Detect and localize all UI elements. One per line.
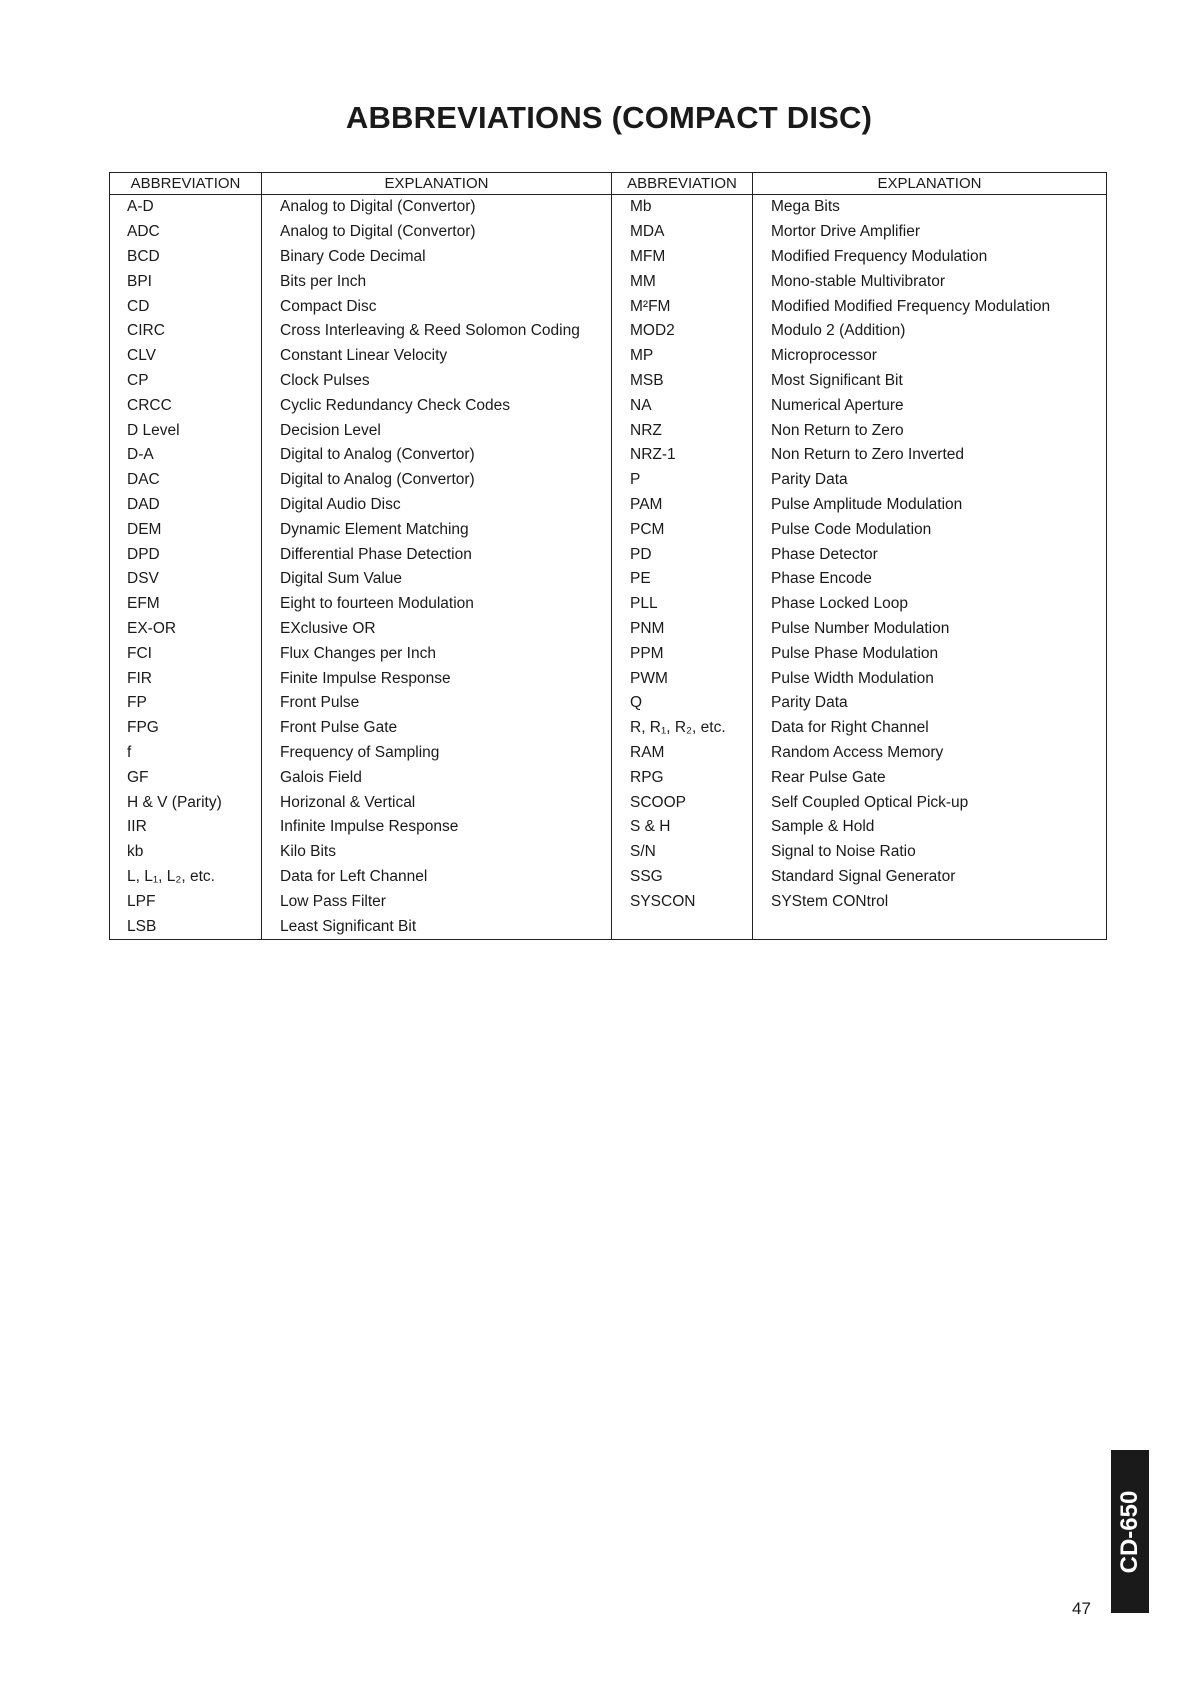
abbreviation-cell: FCI: [110, 641, 262, 666]
explanation-cell: Sample & Hold: [753, 815, 1107, 840]
abbreviation-cell: NA: [612, 393, 753, 418]
abbreviation-cell: PNM: [612, 617, 753, 642]
table-row: [110, 195, 1107, 220]
table-row: [110, 815, 1107, 840]
abbreviation-cell: PPM: [612, 641, 753, 666]
explanation-cell: Self Coupled Optical Pick-up: [753, 790, 1107, 815]
abbreviation-cell: NRZ-1: [612, 443, 753, 468]
explanation-cell: Modulo 2 (Addition): [753, 319, 1107, 344]
explanation-cell: Phase Locked Loop: [753, 592, 1107, 617]
table-row: [110, 344, 1107, 369]
explanation-cell: Flux Changes per Inch: [262, 641, 612, 666]
explanation-cell: Most Significant Bit: [753, 369, 1107, 394]
abbreviation-cell: IIR: [110, 815, 262, 840]
table-row: [110, 840, 1107, 865]
abbreviation-cell: SSG: [612, 865, 753, 890]
abbreviation-cell: SCOOP: [612, 790, 753, 815]
explanation-cell: Modified Frequency Modulation: [753, 245, 1107, 270]
abbreviation-cell: PE: [612, 567, 753, 592]
explanation-cell: Signal to Noise Ratio: [753, 840, 1107, 865]
abbreviation-cell: R, R₁, R₂, etc.: [612, 716, 753, 741]
explanation-cell: Finite Impulse Response: [262, 666, 612, 691]
abbreviation-cell: GF: [110, 765, 262, 790]
table-row: [110, 914, 1107, 939]
abbreviation-cell: M²FM: [612, 294, 753, 319]
table-row: [110, 418, 1107, 443]
table-row: [110, 865, 1107, 890]
abbreviation-cell: FPG: [110, 716, 262, 741]
abbreviation-cell: MSB: [612, 369, 753, 394]
table-row: [110, 617, 1107, 642]
abbreviation-cell: DAD: [110, 493, 262, 518]
abbreviation-cell: MDA: [612, 220, 753, 245]
explanation-cell: Non Return to Zero: [753, 418, 1107, 443]
abbreviation-cell: EFM: [110, 592, 262, 617]
column-header-abbreviation-right: ABBREVIATION: [612, 173, 753, 195]
abbreviation-cell: FP: [110, 691, 262, 716]
explanation-cell: Parity Data: [753, 691, 1107, 716]
abbreviation-cell: EX-OR: [110, 617, 262, 642]
explanation-cell: Analog to Digital (Convertor): [262, 195, 612, 220]
table-row: [110, 741, 1107, 766]
table-row: [110, 319, 1107, 344]
explanation-cell: Random Access Memory: [753, 741, 1107, 766]
abbreviation-cell: D-A: [110, 443, 262, 468]
explanation-cell: Digital to Analog (Convertor): [262, 443, 612, 468]
table-row: [110, 765, 1107, 790]
abbreviation-cell: RPG: [612, 765, 753, 790]
explanation-cell: Cyclic Redundancy Check Codes: [262, 393, 612, 418]
explanation-cell: Modified Modified Frequency Modulation: [753, 294, 1107, 319]
explanation-cell: Standard Signal Generator: [753, 865, 1107, 890]
abbreviation-cell: f: [110, 741, 262, 766]
table-row: [110, 393, 1107, 418]
explanation-cell: Digital Sum Value: [262, 567, 612, 592]
explanation-cell: Dynamic Element Matching: [262, 517, 612, 542]
abbreviation-cell: PD: [612, 542, 753, 567]
table-row: [110, 666, 1107, 691]
explanation-cell: Compact Disc: [262, 294, 612, 319]
explanation-cell: Differential Phase Detection: [262, 542, 612, 567]
abbreviation-cell: FIR: [110, 666, 262, 691]
explanation-cell: Parity Data: [753, 468, 1107, 493]
abbreviation-cell: LPF: [110, 889, 262, 914]
abbreviation-cell: PLL: [612, 592, 753, 617]
abbreviation-cell: CLV: [110, 344, 262, 369]
abbreviation-cell: S & H: [612, 815, 753, 840]
page-title: ABBREVIATIONS (COMPACT DISC): [345, 100, 873, 135]
abbreviation-cell: S/N: [612, 840, 753, 865]
table-row: [110, 641, 1107, 666]
abbreviation-cell: MM: [612, 269, 753, 294]
explanation-cell: Rear Pulse Gate: [753, 765, 1107, 790]
explanation-cell: Galois Field: [262, 765, 612, 790]
explanation-cell: Digital to Analog (Convertor): [262, 468, 612, 493]
model-tab-label: CD-650: [1116, 1490, 1143, 1573]
table-row: [110, 220, 1107, 245]
abbreviation-cell: Q: [612, 691, 753, 716]
explanation-cell: Infinite Impulse Response: [262, 815, 612, 840]
page-number: 47: [1072, 1599, 1091, 1618]
explanation-cell: Bits per Inch: [262, 269, 612, 294]
abbreviation-cell: RAM: [612, 741, 753, 766]
explanation-cell: SYStem CONtrol: [753, 889, 1107, 914]
abbreviation-cell: PCM: [612, 517, 753, 542]
abbreviation-cell: CP: [110, 369, 262, 394]
explanation-cell: Least Significant Bit: [262, 914, 612, 939]
explanation-cell: Data for Left Channel: [262, 865, 612, 890]
abbreviation-cell: P: [612, 468, 753, 493]
explanation-cell: Low Pass Filter: [262, 889, 612, 914]
abbreviation-cell: LSB: [110, 914, 262, 939]
abbreviation-cell: DAC: [110, 468, 262, 493]
explanation-cell: Analog to Digital (Convertor): [262, 220, 612, 245]
explanation-cell: Pulse Code Modulation: [753, 517, 1107, 542]
explanation-cell: Pulse Number Modulation: [753, 617, 1107, 642]
explanation-cell: Phase Detector: [753, 542, 1107, 567]
explanation-cell: Binary Code Decimal: [262, 245, 612, 270]
abbreviation-cell: SYSCON: [612, 889, 753, 914]
abbreviation-cell: NRZ: [612, 418, 753, 443]
table-row: [110, 245, 1107, 270]
explanation-cell: Kilo Bits: [262, 840, 612, 865]
explanation-cell: Microprocessor: [753, 344, 1107, 369]
table-row: [110, 369, 1107, 394]
abbreviation-cell: DEM: [110, 517, 262, 542]
table-row: [110, 716, 1107, 741]
table-header-row: [110, 173, 1107, 195]
abbreviation-cell: DPD: [110, 542, 262, 567]
table-row: [110, 269, 1107, 294]
column-header-explanation-left: EXPLANATION: [262, 173, 612, 195]
abbreviations-table: [109, 172, 1107, 940]
column-header-abbreviation-left: ABBREVIATION: [110, 173, 262, 195]
explanation-cell: Mega Bits: [753, 195, 1107, 220]
abbreviation-cell: H & V (Parity): [110, 790, 262, 815]
abbreviation-cell: PAM: [612, 493, 753, 518]
explanation-cell: Cross Interleaving & Reed Solomon Coding: [262, 319, 612, 344]
abbreviation-cell: D Level: [110, 418, 262, 443]
explanation-cell: Decision Level: [262, 418, 612, 443]
explanation-cell: Frequency of Sampling: [262, 741, 612, 766]
explanation-cell: Phase Encode: [753, 567, 1107, 592]
explanation-cell: Data for Right Channel: [753, 716, 1107, 741]
explanation-cell: EXclusive OR: [262, 617, 612, 642]
explanation-cell: Mortor Drive Amplifier: [753, 220, 1107, 245]
abbreviation-cell: A-D: [110, 195, 262, 220]
abbreviation-cell: [612, 914, 753, 939]
abbreviation-cell: PWM: [612, 666, 753, 691]
abbreviation-cell: CRCC: [110, 393, 262, 418]
column-header-explanation-right: EXPLANATION: [753, 173, 1107, 195]
explanation-cell: [753, 914, 1107, 939]
abbreviation-cell: Mb: [612, 195, 753, 220]
explanation-cell: Eight to fourteen Modulation: [262, 592, 612, 617]
explanation-cell: Constant Linear Velocity: [262, 344, 612, 369]
explanation-cell: Numerical Aperture: [753, 393, 1107, 418]
explanation-cell: Horizonal & Vertical: [262, 790, 612, 815]
abbreviation-cell: BCD: [110, 245, 262, 270]
abbreviation-cell: DSV: [110, 567, 262, 592]
table-row: [110, 889, 1107, 914]
table-row: [110, 468, 1107, 493]
table-row: [110, 691, 1107, 716]
explanation-cell: Clock Pulses: [262, 369, 612, 394]
explanation-cell: Front Pulse Gate: [262, 716, 612, 741]
abbreviation-cell: MOD2: [612, 319, 753, 344]
explanation-cell: Mono-stable Multivibrator: [753, 269, 1107, 294]
abbreviation-cell: CIRC: [110, 319, 262, 344]
abbreviation-cell: kb: [110, 840, 262, 865]
abbreviation-cell: MP: [612, 344, 753, 369]
table-row: [110, 567, 1107, 592]
model-tab: [1111, 1450, 1149, 1613]
abbreviation-cell: BPI: [110, 269, 262, 294]
explanation-cell: Non Return to Zero Inverted: [753, 443, 1107, 468]
abbreviation-cell: MFM: [612, 245, 753, 270]
explanation-cell: Front Pulse: [262, 691, 612, 716]
explanation-cell: Pulse Phase Modulation: [753, 641, 1107, 666]
explanation-cell: Digital Audio Disc: [262, 493, 612, 518]
table-row: [110, 542, 1107, 567]
table-row: [110, 294, 1107, 319]
explanation-cell: Pulse Amplitude Modulation: [753, 493, 1107, 518]
abbreviation-cell: L, L₁, L₂, etc.: [110, 865, 262, 890]
table-row: [110, 443, 1107, 468]
table-row: [110, 592, 1107, 617]
table-row: [110, 493, 1107, 518]
abbreviation-cell: ADC: [110, 220, 262, 245]
abbreviation-cell: CD: [110, 294, 262, 319]
table-row: [110, 790, 1107, 815]
table-row: [110, 517, 1107, 542]
explanation-cell: Pulse Width Modulation: [753, 666, 1107, 691]
